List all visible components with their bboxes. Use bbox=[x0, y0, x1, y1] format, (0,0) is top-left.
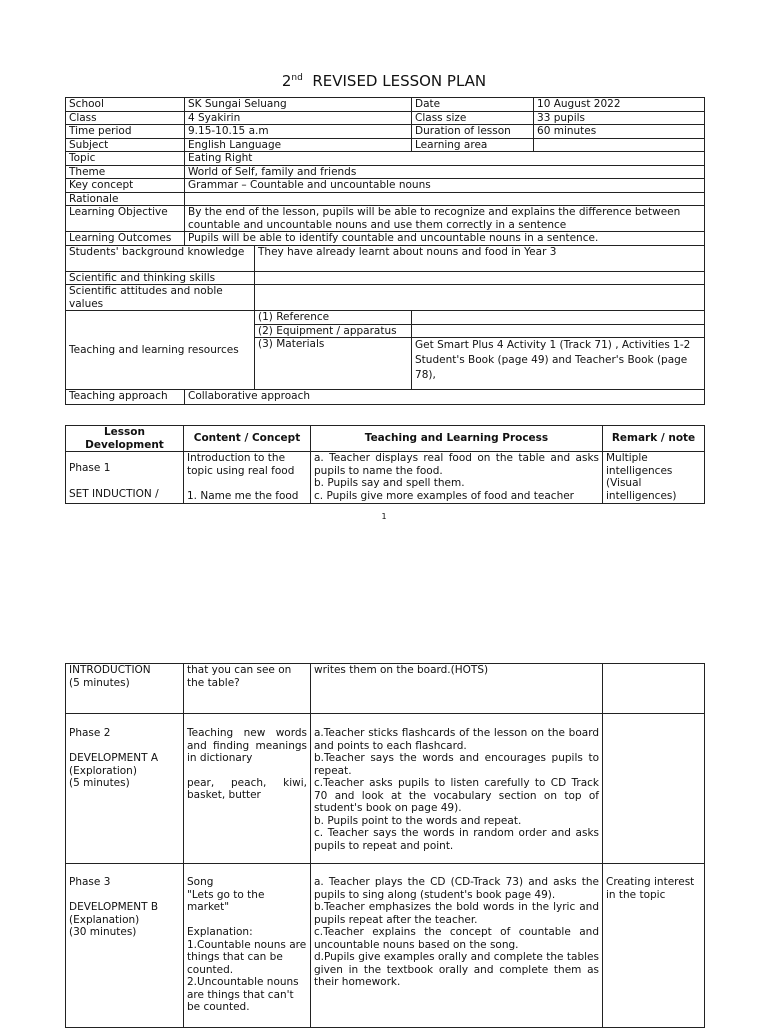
class-label: Class bbox=[66, 111, 185, 125]
subject-label: Subject bbox=[66, 138, 185, 152]
outcomes-value: Pupils will be able to identify countable and uncountable nouns in a sentence. bbox=[185, 232, 705, 246]
topic-label: Topic bbox=[66, 152, 185, 166]
lesson-development-table-continued bbox=[65, 663, 705, 1028]
key-concept-label: Key concept bbox=[66, 179, 185, 193]
objective-value: By the end of the lesson, pupils will be able to recognize and explains the difference between countable and uncountable nouns and use them correctly in a sentence bbox=[185, 206, 705, 232]
phase3-process: a. Teacher plays the CD (CD-Track 73) and asks the pupils to sing along (student's book page 49). b.Teacher emphasizes the bold words in the lyric and pupils repeat after the teacher. c.Teacher explains the concept of countable and uncountable nouns based on the song. d.Pupils give examples orally and complete the tables given in the textbook orally and complete them as their homework. bbox=[311, 864, 603, 1028]
class-size-label: Class size bbox=[412, 111, 534, 125]
lesson-info-table bbox=[65, 97, 705, 405]
thinking-skills-label: Scientific and thinking skills bbox=[66, 271, 255, 285]
school-label: School bbox=[66, 98, 185, 112]
thinking-skills-value bbox=[255, 271, 705, 285]
background-label: Students' background knowledge bbox=[66, 245, 255, 271]
class-size-value: 33 pupils bbox=[534, 111, 705, 125]
subject-value: English Language bbox=[185, 138, 412, 152]
phase2-remark bbox=[603, 714, 705, 864]
attitudes-label: Scientific attitudes and noble values bbox=[66, 285, 255, 311]
header-remark: Remark / note bbox=[603, 426, 705, 452]
phase3-lesson: Phase 3 DEVELOPMENT B (Explanation) (30 minutes) bbox=[66, 864, 184, 1028]
duration-value: 60 minutes bbox=[534, 125, 705, 139]
phase3-remark: Creating interest in the topic bbox=[603, 864, 705, 1028]
phase1-remark: Multiple intelligences (Visual intelligences) bbox=[603, 452, 705, 504]
header-content: Content / Concept bbox=[184, 426, 311, 452]
phase1-remark-cont bbox=[603, 664, 705, 714]
time-label: Time period bbox=[66, 125, 185, 139]
date-label: Date bbox=[412, 98, 534, 112]
approach-value: Collaborative approach bbox=[185, 390, 705, 405]
materials-value: Get Smart Plus 4 Activity 1 (Track 71) , Activities 1-2 Student's Book (page 49) and Teacher's Book (page 78), bbox=[412, 338, 705, 390]
phase1-content-cont: that you can see on the table? bbox=[184, 664, 311, 714]
duration-label: Duration of lesson bbox=[412, 125, 534, 139]
equipment-value bbox=[412, 324, 705, 338]
page-title: 2nd REVISED LESSON PLAN bbox=[281, 72, 487, 90]
class-value: 4 Syakirin bbox=[185, 111, 412, 125]
rationale-value bbox=[185, 192, 705, 206]
lesson-development-table bbox=[65, 425, 705, 504]
materials-label: (3) Materials bbox=[255, 338, 412, 390]
theme-label: Theme bbox=[66, 165, 185, 179]
attitudes-value bbox=[255, 285, 705, 311]
phase1-lesson: Phase 1 SET INDUCTION / bbox=[66, 452, 184, 504]
phase1-process-cont: writes them on the board.(HOTS) bbox=[311, 664, 603, 714]
time-value: 9.15-10.15 a.m bbox=[185, 125, 412, 139]
rationale-label: Rationale bbox=[66, 192, 185, 206]
key-concept-value: Grammar – Countable and uncountable nouns bbox=[185, 179, 705, 193]
equipment-label: (2) Equipment / apparatus bbox=[255, 324, 412, 338]
reference-value bbox=[412, 311, 705, 325]
phase2-process: a.Teacher sticks flashcards of the lesson on the board and points to each flashcard. b.Teacher says the words and encourages pupils to repeat. c.Teacher asks pupils to listen carefully to CD Track 70 and look at the vocabulary section on top of student's book on page 49). b. Pupils point to the words and repeat. c. Teacher says the words in random order and asks pupils to repeat and point. bbox=[311, 714, 603, 864]
topic-value: Eating Right bbox=[185, 152, 705, 166]
resources-label: Teaching and learning resources bbox=[66, 311, 255, 390]
phase1-content: Introduction to the topic using real food 1. Name me the food bbox=[184, 452, 311, 504]
reference-label: (1) Reference bbox=[255, 311, 412, 325]
objective-label: Learning Objective bbox=[66, 206, 185, 232]
header-process: Teaching and Learning Process bbox=[311, 426, 603, 452]
school-value: SK Sungai Seluang bbox=[185, 98, 412, 112]
theme-value: World of Self, family and friends bbox=[185, 165, 705, 179]
area-label: Learning area bbox=[412, 138, 534, 152]
phase2-lesson: Phase 2 DEVELOPMENT A (Exploration) (5 minutes) bbox=[66, 714, 184, 864]
approach-label: Teaching approach bbox=[66, 390, 185, 405]
header-lesson-development: Lesson Development bbox=[66, 426, 184, 452]
page-number: 1 bbox=[381, 512, 387, 521]
phase1-lesson-cont: INTRODUCTION (5 minutes) bbox=[66, 664, 184, 714]
phase2-content: Teaching new words and finding meanings in dictionary pear, peach, kiwi, basket, butter bbox=[184, 714, 311, 864]
phase3-content: Song "Lets go to the market" Explanation: 1.Countable nouns are things that can be counted. 2.Uncountable nouns are things that can't be counted. bbox=[184, 864, 311, 1028]
date-value: 10 August 2022 bbox=[534, 98, 705, 112]
area-value bbox=[534, 138, 705, 152]
background-value: They have already learnt about nouns and food in Year 3 bbox=[255, 245, 705, 271]
outcomes-label: Learning Outcomes bbox=[66, 232, 185, 246]
phase1-process: a. Teacher displays real food on the table and asks pupils to name the food. b. Pupils say and spell them. c. Pupils give more examples of food and teacher bbox=[311, 452, 603, 504]
